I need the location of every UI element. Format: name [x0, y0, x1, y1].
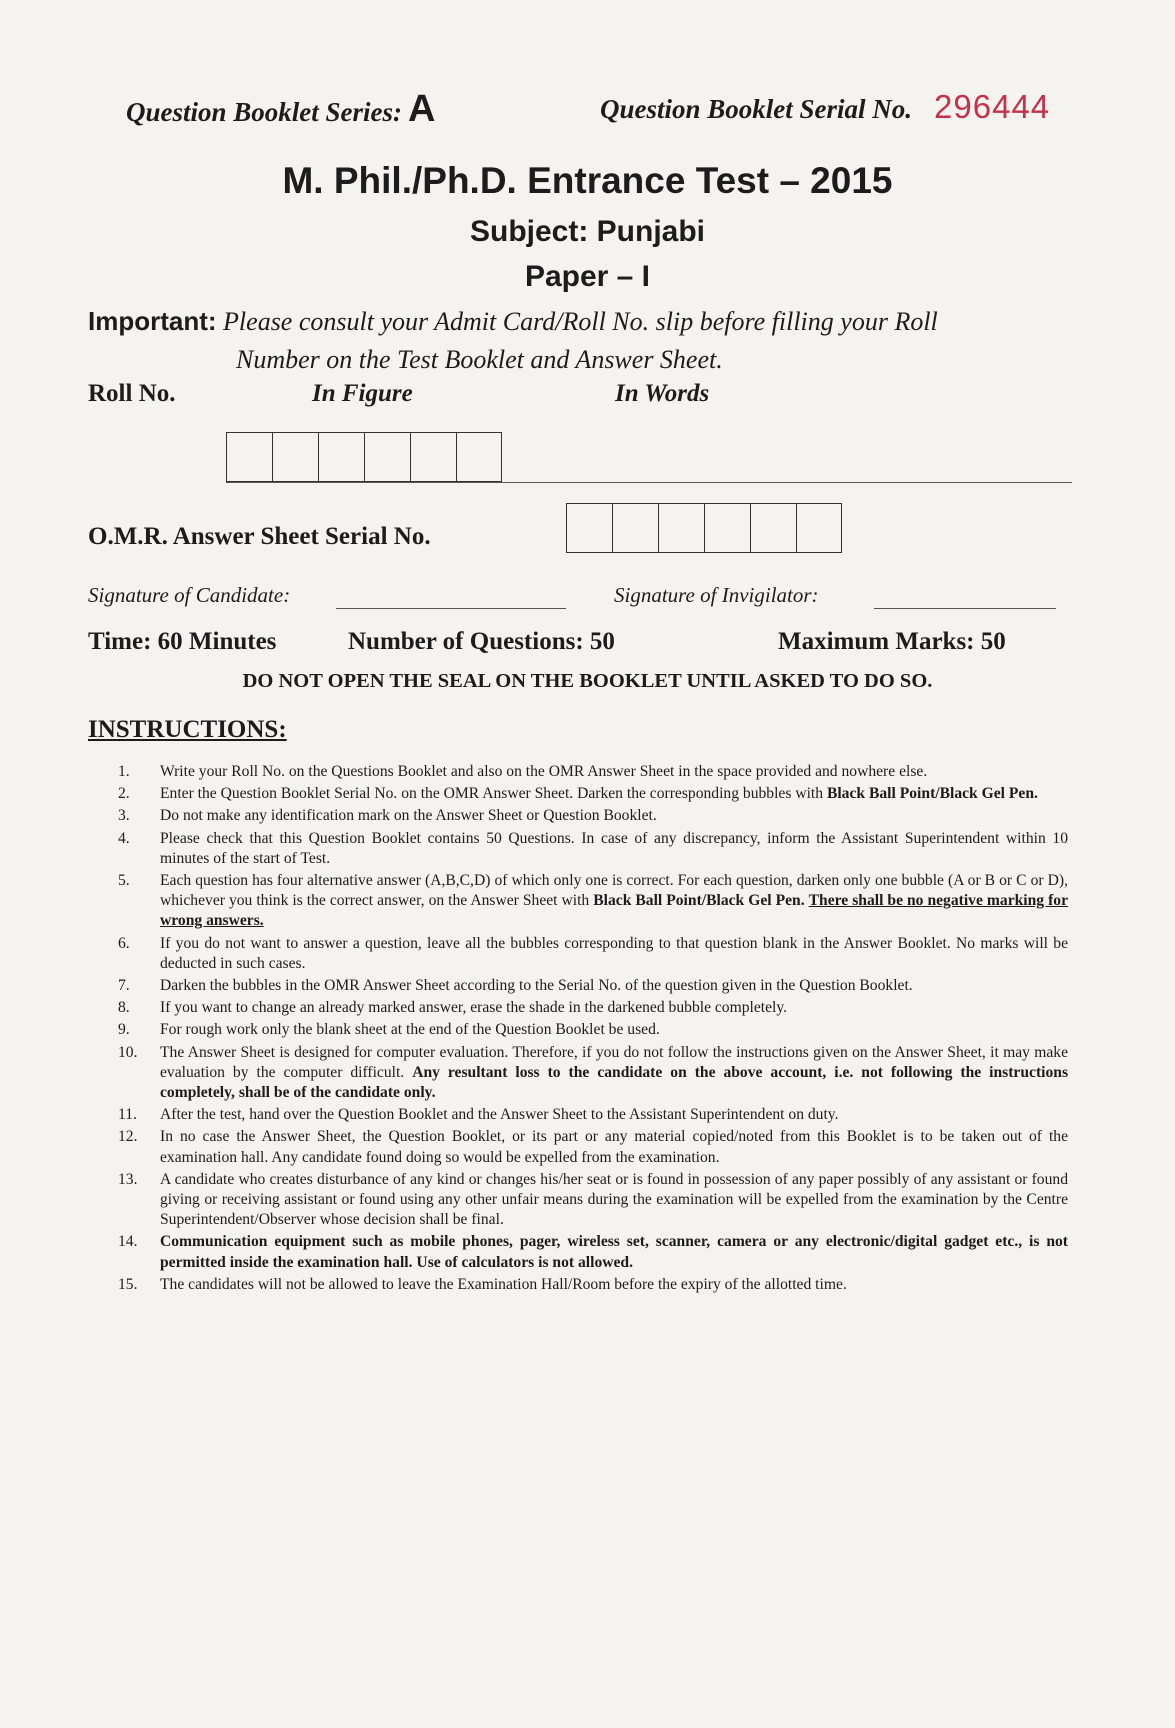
instructions-heading: INSTRUCTIONS:	[88, 716, 287, 743]
booklet-series-value: A	[408, 88, 436, 130]
instruction-item	[118, 1105, 1068, 1125]
seal-notice: DO NOT OPEN THE SEAL ON THE BOOKLET UNTIL ASKED TO DO SO.	[242, 670, 933, 692]
instruction-underlined-text: There shall be no negative marking for wrong answers.	[160, 892, 1068, 930]
roll-number-boxes[interactable]	[226, 432, 502, 482]
instruction-item	[118, 829, 1068, 869]
instruction-number: 5.	[118, 872, 130, 890]
important-label: Important:	[88, 306, 217, 336]
instruction-plain-text: Please check that this Question Booklet contains 50 Questions. In case of any discrepancy, inform the Assistant Superintendent within 10 minutes of the start of Test.	[160, 829, 1068, 867]
omr-digit-box[interactable]	[796, 503, 842, 553]
omr-serial-boxes[interactable]	[566, 503, 842, 553]
booklet-serial-label: Question Booklet Serial No.	[600, 94, 913, 124]
roll-in-words-line[interactable]	[226, 482, 1072, 483]
number-of-questions: Number of Questions: 50	[348, 628, 615, 655]
instruction-plain-text: Enter the Question Booklet Serial No. on the OMR Answer Sheet. Darken the corresponding bubbles with	[160, 785, 824, 803]
instruction-text	[160, 1043, 1068, 1104]
instruction-number: 2.	[118, 785, 130, 803]
roll-digit-box[interactable]	[364, 432, 410, 482]
subject-title: Subject: Punjabi	[469, 215, 706, 248]
instruction-plain-text: After the test, hand over the Question Booklet and the Answer Sheet to the Assistant Superintendent on duty.	[160, 1106, 839, 1124]
invigilator-signature-label: Signature of Invigilator:	[614, 583, 819, 607]
instruction-text	[160, 829, 1068, 869]
roll-in-figure-label: In Figure	[312, 380, 413, 407]
instruction-text	[160, 934, 1068, 974]
instruction-number: 7.	[118, 977, 130, 995]
instruction-item	[118, 1043, 1068, 1104]
instruction-number: 12.	[118, 1128, 138, 1146]
invigilator-signature-line[interactable]	[874, 608, 1056, 609]
roll-no-label: Roll No.	[88, 380, 176, 407]
instruction-plain-text: Write your Roll No. on the Questions Booklet and also on the OMR Answer Sheet in the space provided and nowhere else.	[160, 763, 928, 780]
instruction-bold-text: Communication equipment such as mobile phones, pager, wireless set, scanner, camera or any electronic/digital gadget etc., is not permitted inside the examination hall. Use of calculators is not allowed.	[160, 1233, 1068, 1271]
test-title: M. Phil./Ph.D. Entrance Test – 2015	[282, 160, 893, 201]
instruction-text	[160, 1232, 1068, 1272]
roll-digit-box[interactable]	[272, 432, 318, 482]
instruction-number: 15.	[118, 1275, 138, 1293]
roll-digit-box[interactable]	[318, 432, 364, 482]
important-line-2: Number on the Test Booklet and Answer Sheet.	[236, 345, 723, 374]
important-notice	[88, 302, 1088, 379]
instruction-item	[118, 806, 1068, 826]
instruction-plain-text: The candidates will not be allowed to leave the Examination Hall/Room before the expiry of the allotted time.	[160, 1275, 847, 1293]
instruction-item	[118, 871, 1068, 932]
roll-digit-box[interactable]	[410, 432, 456, 482]
omr-digit-box[interactable]	[750, 503, 796, 553]
instruction-plain-text: If you do not want to answer a question, leave all the bubbles corresponding to that question blank in the Answer Booklet. No marks will be deducted in such cases.	[160, 934, 1068, 972]
instruction-text	[160, 871, 1068, 932]
instruction-text	[160, 1105, 1068, 1125]
instruction-number: 4.	[118, 829, 130, 847]
instruction-text	[160, 1127, 1068, 1167]
booklet-series-label: Question Booklet Series:	[126, 97, 403, 127]
candidate-signature-label: Signature of Candidate:	[88, 583, 291, 607]
instruction-item	[118, 762, 1068, 782]
instruction-number: 8.	[118, 999, 130, 1017]
instruction-text	[160, 762, 1068, 782]
booklet-serial-number: 296444	[934, 88, 1051, 125]
omr-digit-box[interactable]	[704, 503, 750, 553]
roll-digit-box[interactable]	[456, 432, 502, 482]
instruction-number: 9.	[118, 1021, 130, 1039]
instruction-plain-text: In no case the Answer Sheet, the Question Booklet, or its part or any material copied/noted from this Booklet is to be taken out of the examination hall. Any candidate found doing so would be expelled from the examination.	[160, 1128, 1068, 1166]
important-line-1: Please consult your Admit Card/Roll No. slip before filling your Roll	[223, 307, 938, 336]
instruction-plain-text: A candidate who creates disturbance of any kind or changes his/her seat or is found in possession of any paper possibly of any assistant or found giving or receiving assistant or found using any other unfair means during the examination will be expelled from the examination by the Centre Superintendent/Observer whose decision shall be final.	[160, 1170, 1068, 1229]
omr-digit-box[interactable]	[612, 503, 658, 553]
instruction-plain-text: If you want to change an already marked answer, erase the shade in the darkened bubble completely.	[160, 999, 788, 1017]
instruction-plain-text: Darken the bubbles in the OMR Answer Sheet according to the Serial No. of the question given in the Question Booklet.	[160, 977, 913, 995]
instruction-item	[118, 976, 1068, 996]
booklet-series	[126, 88, 435, 131]
instruction-item	[118, 1020, 1068, 1040]
paper-title: Paper – I	[524, 260, 651, 293]
instruction-text	[160, 998, 1068, 1018]
booklet-serial	[600, 88, 1050, 126]
instruction-number: 1.	[118, 763, 130, 780]
instruction-bold-text: Black Ball Point/Black Gel Pen.	[826, 785, 1038, 803]
instruction-text	[160, 1020, 1068, 1040]
omr-digit-box[interactable]	[658, 503, 704, 553]
omr-digit-box[interactable]	[566, 503, 612, 553]
roll-in-words-label: In Words	[615, 380, 710, 407]
instruction-item	[118, 998, 1068, 1018]
roll-digit-box[interactable]	[226, 432, 272, 482]
time-allowed: Time: 60 Minutes	[88, 628, 277, 655]
instruction-text	[160, 976, 1068, 996]
instruction-item	[118, 934, 1068, 974]
instruction-number: 3.	[118, 807, 130, 825]
instruction-text	[160, 1170, 1068, 1231]
instruction-item	[118, 1127, 1068, 1167]
instruction-number: 6.	[118, 934, 130, 952]
instruction-plain-text: Each question has four alternative answer (A,B,C,D) of which only one is correct. For each question, darken only one bubble (A or B or C or D), whichever you think is the correct answer, on the Answer Sheet with	[160, 872, 1068, 910]
instruction-item	[118, 1232, 1068, 1272]
maximum-marks: Maximum Marks: 50	[778, 628, 1006, 655]
instruction-text	[160, 784, 1068, 804]
instruction-plain-text: The Answer Sheet is designed for computer evaluation. Therefore, if you do not follow the instructions given on the Answer Sheet, it may make evaluation by the computer difficult.	[160, 1043, 1068, 1081]
instruction-text	[160, 1275, 1068, 1295]
instruction-bold-text: Black Ball Point/Black Gel Pen.	[593, 892, 805, 910]
instructions-list	[118, 762, 1068, 1297]
instruction-plain-text: Do not make any identification mark on the Answer Sheet or Question Booklet.	[160, 807, 657, 825]
omr-serial-label: O.M.R. Answer Sheet Serial No.	[88, 523, 431, 550]
instruction-plain-text: For rough work only the blank sheet at the end of the Question Booklet be used.	[160, 1021, 660, 1039]
instruction-number: 10.	[118, 1043, 138, 1061]
instruction-text	[160, 806, 1068, 826]
instruction-item	[118, 1275, 1068, 1295]
instruction-number: 11.	[118, 1106, 137, 1124]
instruction-number: 13.	[118, 1170, 138, 1188]
instruction-number: 14.	[118, 1233, 138, 1251]
instruction-bold-text: Any resultant loss to the candidate on the above account, i.e. not following the instructions completely, shall be of the candidate only.	[160, 1063, 1069, 1102]
instruction-item	[118, 1170, 1068, 1231]
instruction-item	[118, 784, 1068, 804]
candidate-signature-line[interactable]	[336, 608, 566, 609]
